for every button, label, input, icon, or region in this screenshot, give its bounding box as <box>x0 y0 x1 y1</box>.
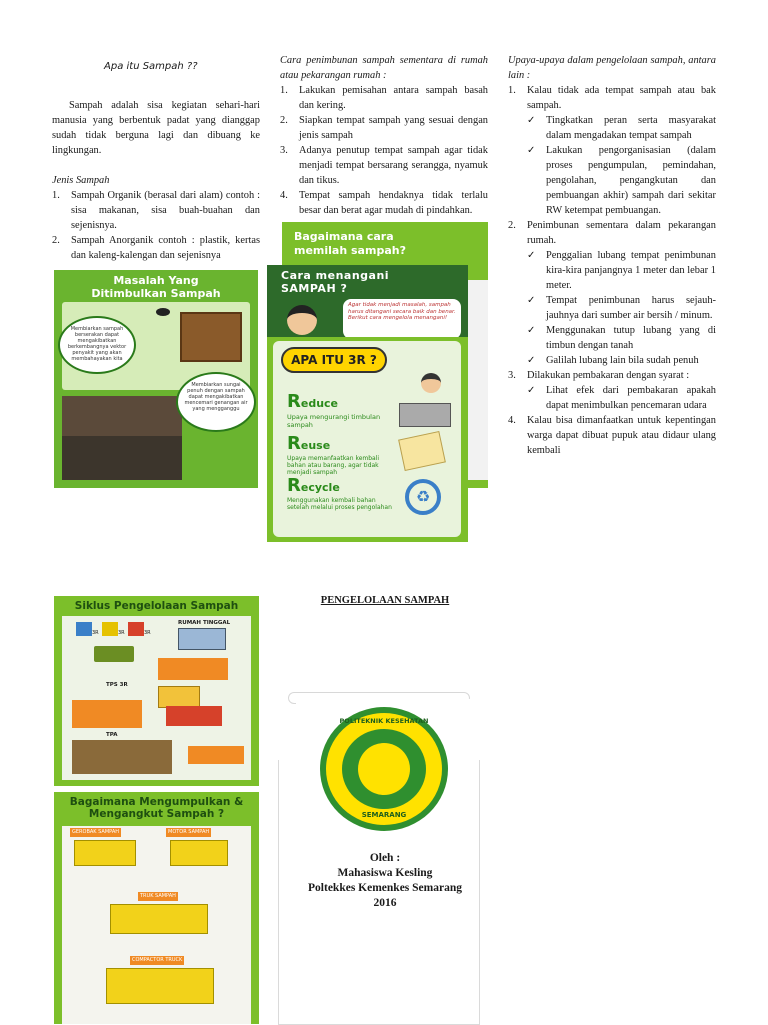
list-item: 3. Adanya penutup tempat sampah agar tidak menjadi tempat bersarang serangga, nyamuk dan tikus. <box>280 145 488 186</box>
menangani-bubble: Agar tidak menjadi masalah, sampah harus ditangani secara baik dan benar. Berikut cara mengelola menangani! <box>343 299 461 339</box>
person-avatar <box>287 305 317 335</box>
bin-label: 3R <box>92 630 99 636</box>
poster-angkut-title: Bagaimana Mengumpulkan & Mengangkut Sampah ? <box>69 796 244 820</box>
poster-masalah-title: Masalah Yang Ditimbulkan Sampah <box>91 274 221 300</box>
check-item: ✓ Tempat penimbunan harus sejauh-jauhnya dari sumber air bersih / minum. <box>527 295 716 321</box>
jenis-sampah-list <box>52 188 260 263</box>
list-item: 2. Sampah Anorganik contoh : plastik, kertas dan kaleng-kalengan dan sejenisnya <box>52 235 260 261</box>
recycle-icon: ♻ <box>405 479 441 515</box>
jenis-sampah-heading: Jenis Sampah <box>52 175 110 186</box>
bin-yellow <box>102 622 118 636</box>
house-icon <box>178 628 226 650</box>
list-item: 3. Dilakukan pembakaran dengan syarat : <box>508 370 690 381</box>
check-item: ✓ Menggunakan tutup lubang yang di timbun dengan tanah <box>527 325 716 351</box>
bin-blue <box>76 622 92 636</box>
col3-list <box>508 83 716 458</box>
label-compactor: COMPACTOR TRUCK <box>132 957 183 963</box>
list-item: 1. Sampah Organik (berasal dari alam) contoh : sisa makanan, sisa buah-buahan dan sejenisnya. <box>52 190 260 231</box>
poster-menangani-title: Cara menangani SAMPAH ? <box>281 269 390 295</box>
check-item: ✓ Galilah lubang lain bila sudah penuh <box>527 355 699 366</box>
poster-siklus <box>54 596 259 786</box>
gerobak-icon <box>74 840 136 866</box>
col3-heading: Upaya-upaya dalam pengelolaan sampah, antara lain : <box>508 55 716 81</box>
label-truk: TRUK SAMPAH <box>140 893 176 899</box>
list-item: 2. Penimbunan sementara dalam pekarangan rumah. <box>508 220 716 246</box>
person-illustration <box>421 373 441 393</box>
poster-menangani-sampah <box>267 265 468 345</box>
col1-title: Apa itu Sampah ?? <box>104 61 198 72</box>
label-motor: MOTOR SAMPAH <box>168 829 210 835</box>
poster-siklus-title: Siklus Pengelolaan Sampah <box>74 600 239 612</box>
year: 2016 <box>373 897 397 909</box>
list-item: 1. Kalau tidak ada tempat sampah atau bak sampah. <box>508 85 716 111</box>
angkut-card <box>62 826 251 1024</box>
reduce-block: Reduce Upaya mengurangi timbulan sampah <box>287 391 381 429</box>
motor-icon <box>170 840 228 866</box>
col2-heading: Cara penimbunan sampah sementara di rumah atau pekarangan rumah : <box>280 55 488 81</box>
bin-red <box>128 622 144 636</box>
cart-icon <box>94 646 134 662</box>
bubble-vector: Membiarkan sampah berserakan dapat mengakibatkan berkembangnya vektor penyakit yang akan membahayakan kita <box>58 316 136 374</box>
logo-panel <box>296 699 474 839</box>
recycle-block: Recycle Menggunakan kembali bahan setelah melalui proses pengolahan <box>287 475 392 511</box>
list-item: 4. Tempat sampah hendaknya tidak terlalu besar dan berat agar mudah di pindahkan. <box>280 190 488 216</box>
logo-text-bottom: SEMARANG <box>361 811 407 819</box>
institution: Poltekkes Kemenkes Semarang <box>308 882 462 894</box>
check-item: ✓ Penggalian lubang tempat penimbunan kira-kira panjangnya 1 meter dan lebar 1 meter. <box>527 250 716 291</box>
oleh-label: Oleh : <box>369 852 401 864</box>
compactor-icon <box>106 968 214 1004</box>
cover-title: PENGELOLAAN SAMPAH <box>320 595 450 606</box>
poltekkes-logo <box>320 707 448 831</box>
check-item: ✓ Lakukan pengorganisasian (dalam proses pengumpulan, pemindahan, pengolahan, pengangkutan dan pembuangan akhir) sampah dari sekitar RW ketempat pembuangan. <box>527 145 716 216</box>
poster-3r-title-badge: APA ITU 3R ? <box>281 347 387 373</box>
orange-note-1 <box>158 658 228 680</box>
orange-note-3 <box>188 746 244 764</box>
landfill-icon <box>72 740 172 774</box>
fly-icon <box>156 308 170 316</box>
poster-masalah-sampah <box>54 270 258 488</box>
truk-icon <box>110 904 208 934</box>
list-item: 4. Kalau bisa dimanfaatkan untuk kepentingan warga dapat dibuat pupuk atau didaur ulang kembali <box>508 415 716 456</box>
truck-icon <box>166 706 222 726</box>
label-rumah: RUMAH TINGGAL <box>178 620 231 626</box>
check-item: ✓ Lihat efek dari pembakaran apakah dapat menimbulkan pencemaran udara <box>527 385 716 411</box>
poster-angkut <box>54 792 259 1024</box>
list-item: 1. Lakukan pemisahan antara sampah basah dan kering. <box>280 85 488 111</box>
bin-label: 3R <box>144 630 151 636</box>
poster-memilah-edge <box>468 280 488 480</box>
desk-illustration <box>399 403 451 427</box>
logo-text-top: POLITEKNIK KESEHATAN <box>339 717 429 725</box>
bin-label: 3R <box>118 630 125 636</box>
reuse-block: Reuse Upaya memanfaatkan kembali bahan atau barang, agar tidak menjadi sampah <box>287 433 380 476</box>
orange-note-2 <box>72 700 142 728</box>
col1-intro: Sampah adalah sisa kegiatan sehari-hari manusia yang berbentuk padat yang dianggap sudah tidak berguna lagi dan dibuang ke lingkungan. <box>52 100 260 156</box>
poster-3r <box>267 337 468 542</box>
trash-box <box>180 312 242 362</box>
river-photo <box>62 396 182 480</box>
label-tps: TPS 3R <box>106 682 128 688</box>
label-gerobak: GEROBAK SAMPAH <box>72 829 120 835</box>
building-icon <box>158 686 200 708</box>
poster-memilah-title: Bagaimana cara memilah sampah? <box>294 230 406 257</box>
list-item: 2. Siapkan tempat sampah yang sesuai dengan jenis sampah <box>280 115 488 141</box>
author: Mahasiswa Kesling <box>337 867 433 879</box>
siklus-card <box>62 616 251 780</box>
check-item: ✓ Tingkatkan peran serta masyarakat dalam mengadakan tempat sampah <box>527 115 716 141</box>
col2-list <box>280 83 488 218</box>
label-tpa: TPA <box>106 732 118 738</box>
bubble-sungai: Membiarkan sungai penuh dengan sampah dapat mengakibatkan mencemari genangan air yang mengganggu <box>176 372 256 432</box>
